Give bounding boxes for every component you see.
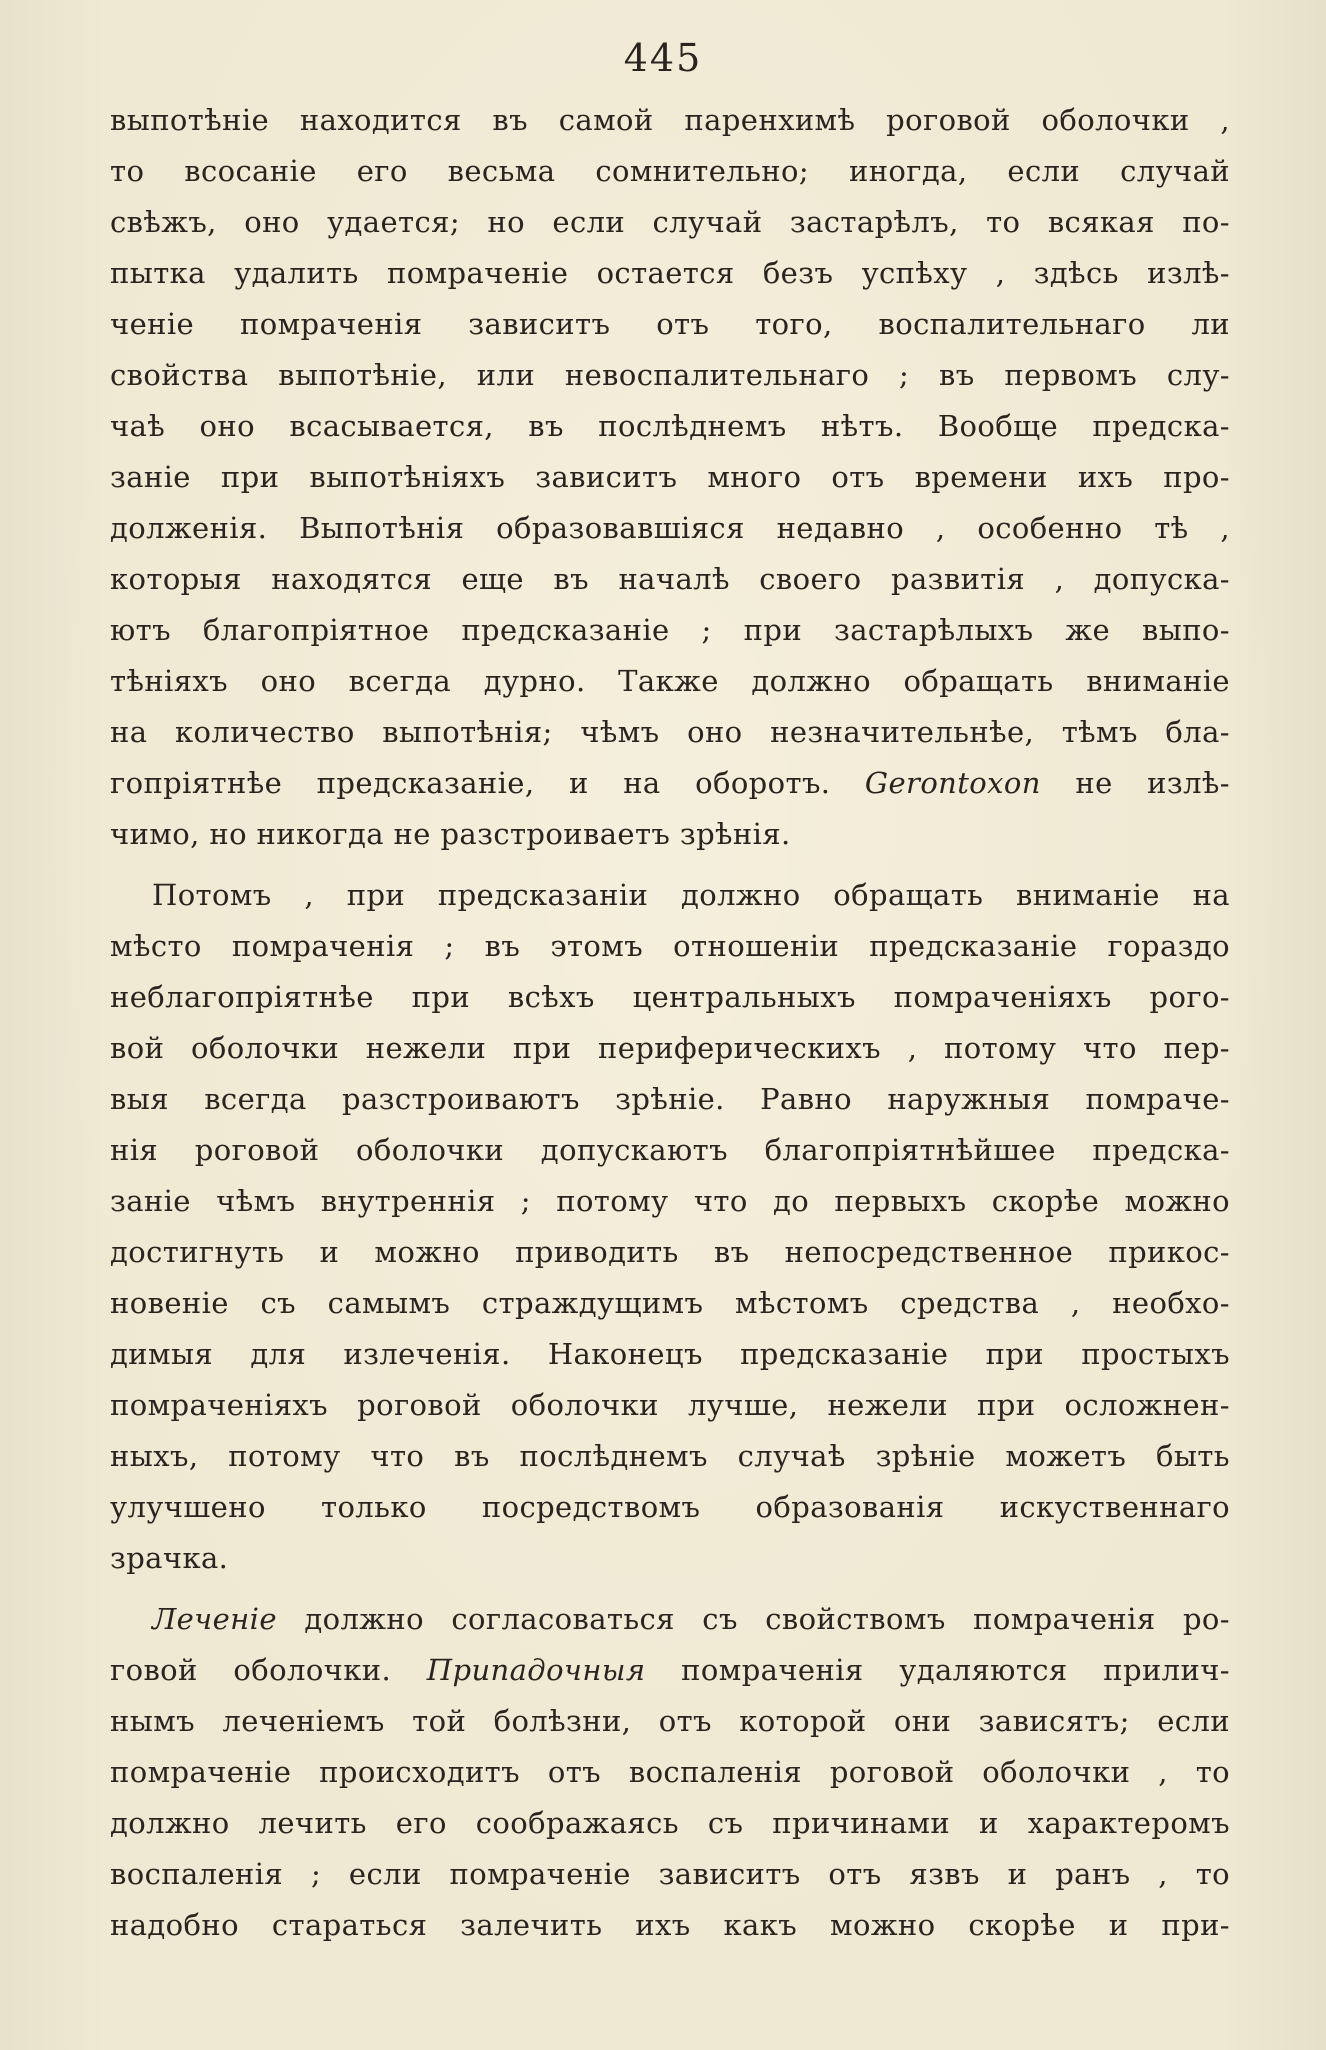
text-line: надобно стараться залечить ихъ какъ можно скорѣе и при- (110, 1908, 1230, 1942)
text-line: улучшено только посредствомъ образованія искуственнаго (110, 1490, 1230, 1524)
text-line-mixed (110, 758, 1230, 809)
text-line: неблагопріятнѣе при всѣхъ центральныхъ помраченіяхъ рого- (110, 980, 1230, 1014)
text-line: достигнуть и можно приводить въ непосредственное прикос- (110, 1235, 1230, 1269)
text-segment: помраченія удаляются прилич- (681, 1653, 1230, 1687)
text-line: ютъ благопріятное предсказаніе ; при застарѣлыхъ же выпо- (110, 613, 1230, 647)
text-line: тѣніяхъ оно всегда дурно. Также должно обращать вниманіе (110, 664, 1230, 698)
italic-heading: Леченіе (152, 1602, 277, 1636)
paragraph-1 (110, 95, 1230, 860)
text-segment: должно согласоваться съ свойствомъ помраченія ро- (304, 1602, 1230, 1636)
text-line: зрачка. (110, 1541, 229, 1575)
italic-term: Gerontoxon (864, 766, 1041, 800)
text-line: которыя находятся еще въ началѣ своего развитія , допуска- (110, 562, 1230, 596)
text-line: пытка удалить помраченіе остается безъ успѣху , здѣсь излѣ- (110, 256, 1230, 290)
text-line: то всосаніе его весьма сомнительно; иногда, если случай (110, 154, 1230, 188)
text-line: димыя для излеченія. Наконецъ предсказаніе при простыхъ (110, 1337, 1230, 1371)
text-line: нымъ леченіемъ той болѣзни, отъ которой они зависятъ; если (110, 1704, 1230, 1738)
text-line: заніе при выпотѣніяхъ зависитъ много отъ времени ихъ про- (110, 460, 1230, 494)
text-line: воспаленія ; если помраченіе зависитъ отъ язвъ и ранъ , то (110, 1857, 1230, 1891)
text-line: на количество выпотѣнія; чѣмъ оно незначительнѣе, тѣмъ бла- (110, 715, 1230, 749)
text-line: свѣжъ, оно удается; но если случай застарѣлъ, то всякая по- (110, 205, 1230, 239)
text-line: должно лечить его соображаясь съ причинами и характеромъ (110, 1806, 1230, 1840)
text-line: свойства выпотѣніе, или невоспалительнаго ; въ первомъ слу- (110, 358, 1230, 392)
text-line-mixed (110, 1594, 1230, 1645)
text-segment: не излѣ- (1075, 766, 1230, 800)
text-line: новеніе съ самымъ страждущимъ мѣстомъ средства , необхо- (110, 1286, 1230, 1320)
text-segment: говой оболочки. (110, 1653, 392, 1687)
paragraph-gap (110, 860, 1230, 870)
paragraph-3 (110, 1594, 1230, 1951)
text-line-mixed (110, 1645, 1230, 1696)
text-segment: гопріятнѣе предсказаніе, и на оборотъ. (110, 766, 831, 800)
paragraph-gap (110, 1584, 1230, 1594)
text-line: чимо, но никогда не разстроиваетъ зрѣнія. (110, 817, 791, 851)
text-line: мѣсто помраченія ; въ этомъ отношеніи предсказаніе гораздо (110, 929, 1230, 963)
text-line: чаѣ оно всасывается, въ послѣднемъ нѣтъ. Вообще предска- (110, 409, 1230, 443)
body-text (110, 95, 1230, 1951)
text-line: нія роговой оболочки допускаютъ благопріятнѣйшее предска- (110, 1133, 1230, 1167)
text-line: заніе чѣмъ внутреннія ; потому что до первыхъ скорѣе можно (110, 1184, 1230, 1218)
italic-term: Припадочныя (426, 1653, 646, 1687)
text-line: выпотѣніе находится въ самой паренхимѣ роговой оболочки , (110, 103, 1230, 137)
text-line: вой оболочки нежели при периферическихъ , потому что пер- (110, 1031, 1230, 1065)
text-line: Потомъ , при предсказаніи должно обращать вниманіе на (152, 878, 1230, 912)
text-line: ныхъ, потому что въ послѣднемъ случаѣ зрѣніе можетъ быть (110, 1439, 1230, 1473)
text-line: ченіе помраченія зависитъ отъ того, воспалительнаго ли (110, 307, 1230, 341)
text-line: помраченіяхъ роговой оболочки лучше, нежели при осложнен- (110, 1388, 1230, 1422)
text-line: долженія. Выпотѣнія образовавшіяся недавно , особенно тѣ , (110, 511, 1230, 545)
page-number: 445 (623, 36, 703, 80)
text-line: помраченіе происходитъ отъ воспаленія роговой оболочки , то (110, 1755, 1230, 1789)
text-line: выя всегда разстроиваютъ зрѣніе. Равно наружныя помраче- (110, 1082, 1230, 1116)
paragraph-2 (110, 870, 1230, 1584)
